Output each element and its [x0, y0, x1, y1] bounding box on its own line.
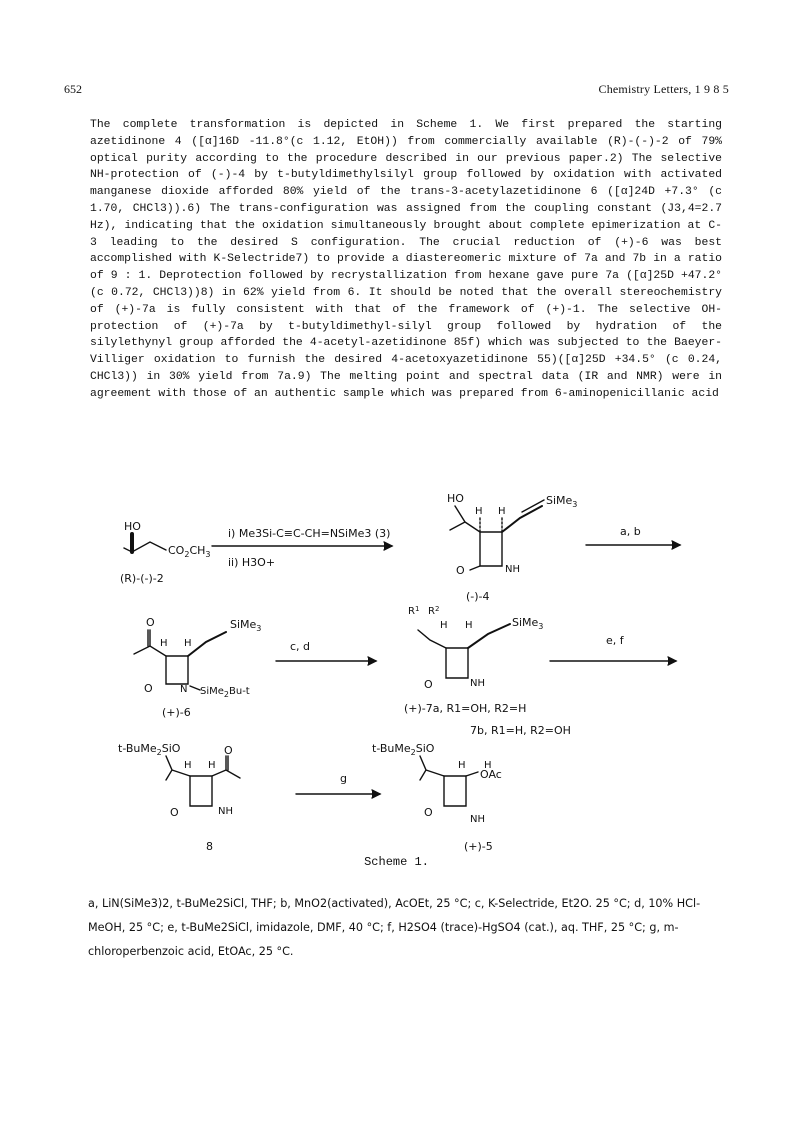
svg-text:H: H: [208, 760, 216, 771]
svg-text:SiMe2Bu-t: SiMe$_2$Bu-t: [200, 686, 250, 699]
journal-header: Chemistry Letters, 1 9 8 5: [598, 82, 729, 96]
svg-text:H: H: [184, 760, 192, 771]
svg-text:O: O: [424, 678, 433, 691]
label-compound-7a: (+)-7a, R1=OH, R2=H: [404, 702, 527, 715]
label-compound-6: (+)-6: [162, 706, 191, 719]
svg-text:OAc: OAc: [480, 768, 502, 781]
reagent-label-2: ii) H3O+: [228, 556, 276, 569]
svg-text:O: O: [146, 616, 155, 629]
structure-compound-6: [134, 616, 261, 719]
reagent-label-ef: e, f: [606, 634, 624, 647]
structure-compound-4: [447, 492, 577, 603]
svg-text:SiMe3: SiMe$_3$: [546, 494, 578, 509]
svg-text:R1: $R^1$: [408, 605, 420, 617]
svg-text:O: O: [170, 806, 179, 819]
svg-text:O: O: [224, 744, 233, 757]
svg-text:NH: NH: [470, 814, 485, 825]
svg-text:R2: $R^2$: [428, 605, 440, 617]
reagent-label-ab: a, b: [620, 525, 641, 538]
svg-text:H: H: [458, 760, 466, 771]
svg-text:H: H: [475, 506, 483, 517]
reagent-label-g: g: [340, 772, 347, 785]
svg-text:t-BuMe2SiO: t-BuMe$_2$SiO: [372, 742, 435, 757]
svg-text:CO2CH3: $CO_2CH_3$: [168, 544, 211, 559]
structure-compound-7: [404, 605, 571, 737]
svg-text:H: H: [440, 620, 448, 631]
structure-compound-2: [120, 520, 210, 585]
svg-text:H: H: [484, 760, 492, 771]
structure-compound-8: [118, 742, 240, 853]
scheme-caption: Scheme 1.: [364, 855, 429, 869]
svg-text:H: H: [465, 620, 473, 631]
arrow-step-g: [296, 772, 380, 798]
structure-compound-5: [372, 742, 502, 853]
svg-text:SiMe3: SiMe$_3$: [512, 616, 544, 631]
label-compound-7b: 7b, R1=H, R2=OH: [470, 724, 571, 737]
label-compound-8: 8: [206, 840, 213, 853]
arrow-step-1: [212, 527, 392, 569]
body-paragraph: The complete transformation is depicted in Scheme 1. We first prepared the starting azetidinone 4 ([α]16D -11.8°(c 1.12, EtOH)) from commercially available (R)-(-)-2 of 79% optical purity according to the procedure described in our previous paper.2) The selective NH-protection of (-)-4 by t-butyldimethylsilyl group followed by oxidation with activated manganese dioxide afforded 80% yield of the trans-3-acetylazetidinone 6 ([α]24D +7.3° (c 1.70, CHCl3)).6) The trans-configuration was assigned from the coupling constant (J3,4=2.7 Hz), indicating that the oxidation simultaneously brought about complete epimerization at C-3 leading to the desired S configuration. The crucial reduction of (+)-6 was best accomplished with K-Selectride7) to provide a diastereomeric mixture of 7a and 7b in a ratio of 9 : 1. Deprotection followed by recrystallization from hexane gave pure 7a ([α]25D +47.2° (c 0.72, CHCl3))8) in 62% yield from 6. It should be noted that the overall stereochemistry of (+)-7a is fully consistent with that of the framework of (+)-1. The selective OH-protection of (+)-7a by t-butyldimethyl-silyl group followed by hydration of the silylethynyl group afforded the 4-acetyl-azetidinone 85f) which was subjected to the Baeyer-Villiger oxidation to furnish the desired 4-acetoxyazetidinone 55)([α]25D +34.5° (c 0.24, CHCl3)) in 30% yield from 7a.9) The melting point and spectral data (IR and NMR) were in agreement with those of an authentic sample which was prepared from 6-aminopenicillanic acid: [90, 119, 722, 400]
svg-text:H: H: [498, 506, 506, 517]
svg-text:O: O: [424, 806, 433, 819]
reagent-label-cd: c, d: [290, 640, 311, 653]
page-number: 652: [64, 82, 82, 96]
svg-text:SiMe3: SiMe$_3$: [230, 618, 262, 633]
svg-text:N: N: [180, 684, 188, 695]
svg-text:NH: NH: [218, 806, 233, 817]
label-compound-2: (R)-(-)-2: [120, 572, 164, 585]
arrow-step-ab: [586, 525, 680, 549]
svg-text:NH: NH: [470, 678, 485, 689]
reagent-label-1: i) Me3Si-C≡C-CH=NSiMe3 (3): [228, 527, 391, 540]
svg-text:O: O: [456, 564, 465, 577]
reaction-conditions: a, LiN(SiMe3)2, t-BuMe2SiCl, THF; b, MnO2(activated), AcOEt, 25 °C; c, K-Selectride, Et2O. 25 °C; d, 10% HCl-MeOH, 25 °C; e, t-BuMe2SiCl, imidazole, DMF, 40 °C; f, H2SO4 (trace)-HgSO4 (cat.), aq. THF, 25 °C; g, m-chloroperbenzoic acid, EtOAc, 25 °C.: [88, 897, 701, 958]
svg-text:O: O: [144, 682, 153, 695]
label-compound-5: (+)-5: [464, 840, 493, 853]
svg-text:H: H: [184, 638, 192, 649]
arrow-step-ef: [550, 634, 676, 665]
label-compound-4: (-)-4: [466, 590, 490, 603]
svg-text:HO: HO: [447, 492, 464, 505]
svg-text:NH: NH: [505, 564, 520, 575]
svg-text:HO: HO: [124, 520, 141, 533]
svg-text:t-BuMe2SiO: t-BuMe$_2$SiO: [118, 742, 181, 757]
arrow-step-cd: [276, 640, 376, 665]
svg-text:H: H: [160, 638, 168, 649]
